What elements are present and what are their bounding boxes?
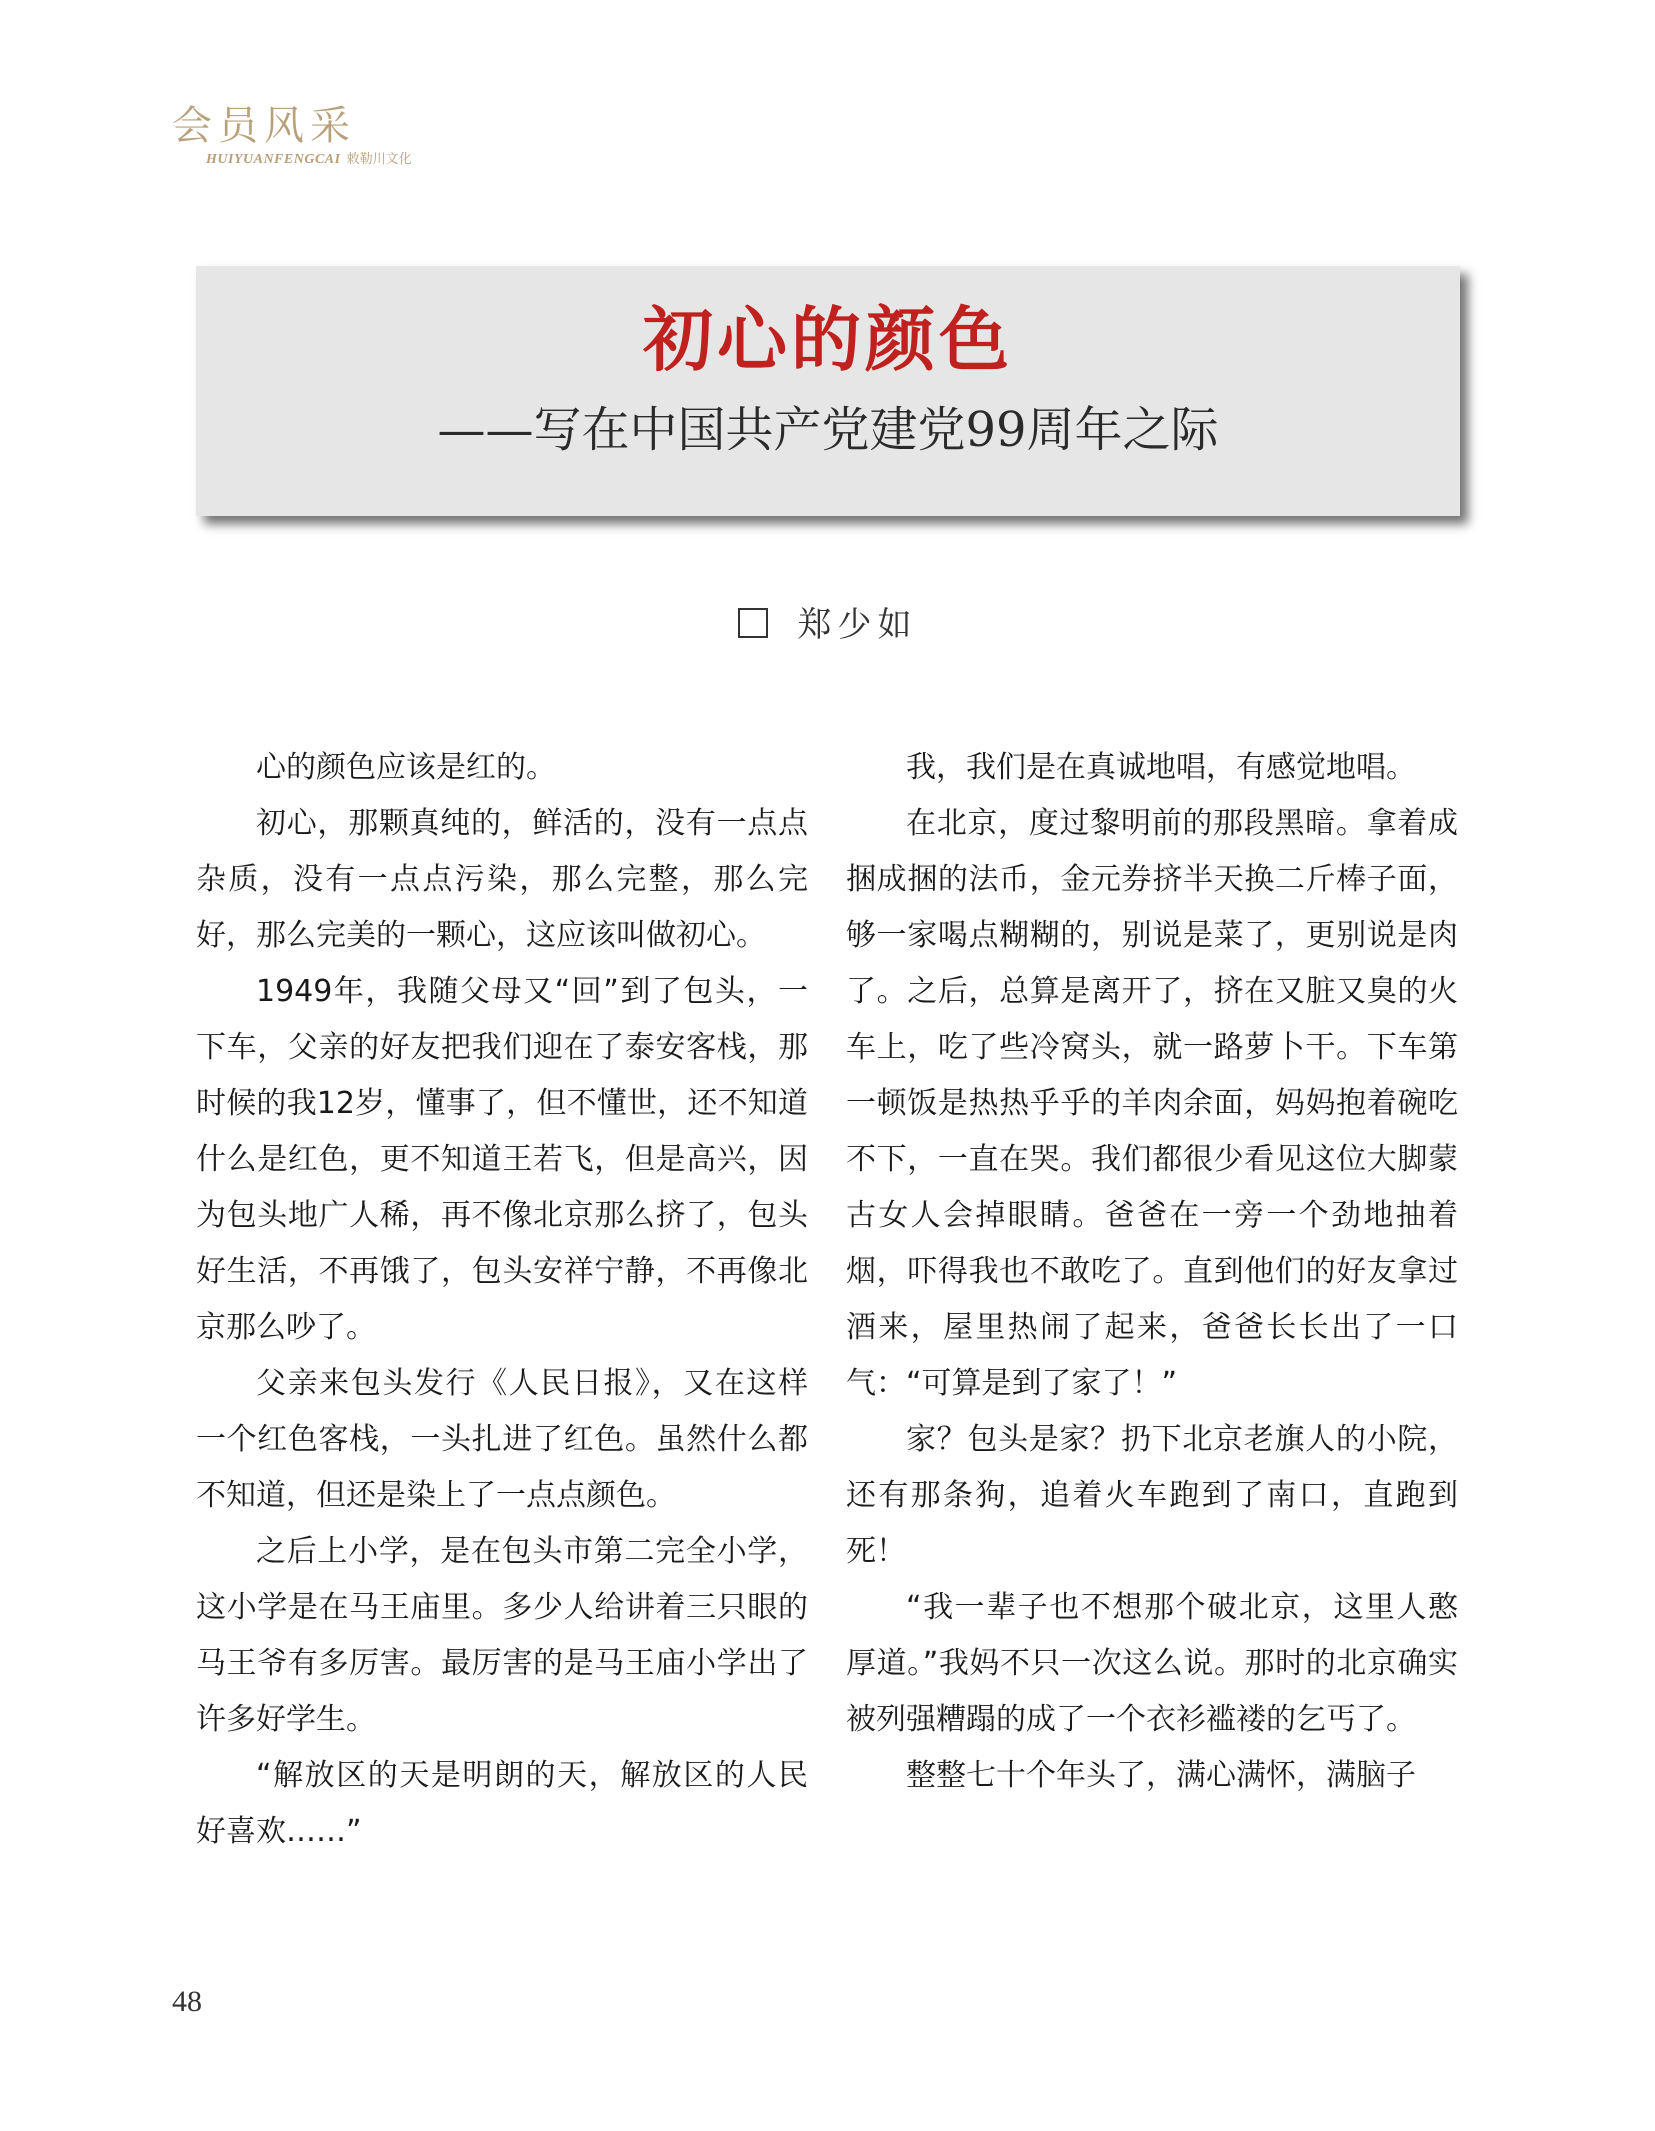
section-title: 会员风采 — [172, 103, 356, 149]
left-column — [196, 740, 808, 1860]
square-icon — [738, 608, 768, 638]
article-subtitle: ——写在中国共产党建党99周年之际 — [437, 402, 1219, 458]
section-latin: HUIYUANFENGCAI — [206, 152, 341, 167]
paragraph: 心的颜色应该是红的。 — [256, 750, 556, 785]
paragraph: “我一辈子也不想那个破北京，这里人憨厚道。”我妈不只一次这么说。那时的北京确实被列强糟蹋的成了一个衣衫褴褛的乞丐了。 — [846, 1590, 1458, 1737]
right-column — [846, 740, 1458, 1804]
section-header — [172, 102, 572, 167]
paragraph: 我，我们是在真诚地唱，有感觉地唱。 — [906, 750, 1416, 785]
paragraph: 家？包头是家？扔下北京老旗人的小院，还有那条狗，追着火车跑到了南口，直跑到死！ — [846, 1422, 1458, 1569]
author-name: 郑少如 — [797, 605, 918, 645]
section-subtitle — [206, 150, 412, 169]
paragraph: 整整七十个年头了，满心满怀，满脑子 — [906, 1758, 1416, 1793]
paragraph: 1949年，我随父母又“回”到了包头，一下车，父亲的好友把我们迎在了泰安客栈，那时候的我12岁，懂事了，但不懂世，还不知道什么是红色，更不知道王若飞，但是高兴，因为包头地广人稀，再不像北京那么挤了，包头好生活，不再饿了，包头安祥宁静，不再像北京那么吵了。 — [196, 974, 808, 1345]
page-number: 48 — [172, 1985, 202, 2018]
title-banner — [196, 266, 1460, 516]
author-line — [0, 600, 1655, 650]
section-org: 敕勒川文化 — [346, 151, 412, 166]
article-title: 初心的颜色 — [643, 299, 1013, 381]
paragraph: 在北京，度过黎明前的那段黑暗。拿着成捆成捆的法币，金元券挤半天换二斤棒子面，够一家喝点糊糊的，别说是菜了，更别说是肉了。之后，总算是离开了，挤在又脏又臭的火车上，吃了些冷窝头，就一路萝卜干。下车第一顿饭是热热乎乎的羊肉余面，妈妈抱着碗吃不下，一直在哭。我们都很少看见这位大脚蒙古女人会掉眼睛。爸爸在一旁一个劲地抽着烟，吓得我也不敢吃了。直到他们的好友拿过酒来，屋里热闹了起来，爸爸长长出了一口气：“可算是到了家了！” — [846, 806, 1458, 1401]
paragraph: “解放区的天是明朗的天，解放区的人民好喜欢……” — [196, 1758, 808, 1849]
paragraph: 父亲来包头发行《人民日报》，又在这样一个红色客栈，一头扎进了红色。虽然什么都不知道，但还是染上了一点点颜色。 — [196, 1366, 808, 1513]
paragraph: 初心，那颗真纯的，鲜活的，没有一点点杂质，没有一点点污染，那么完整，那么完好，那么完美的一颗心，这应该叫做初心。 — [196, 806, 808, 953]
paragraph: 之后上小学，是在包头市第二完全小学，这小学是在马王庙里。多少人给讲着三只眼的马王爷有多厉害。最厉害的是马王庙小学出了许多好学生。 — [196, 1534, 808, 1737]
